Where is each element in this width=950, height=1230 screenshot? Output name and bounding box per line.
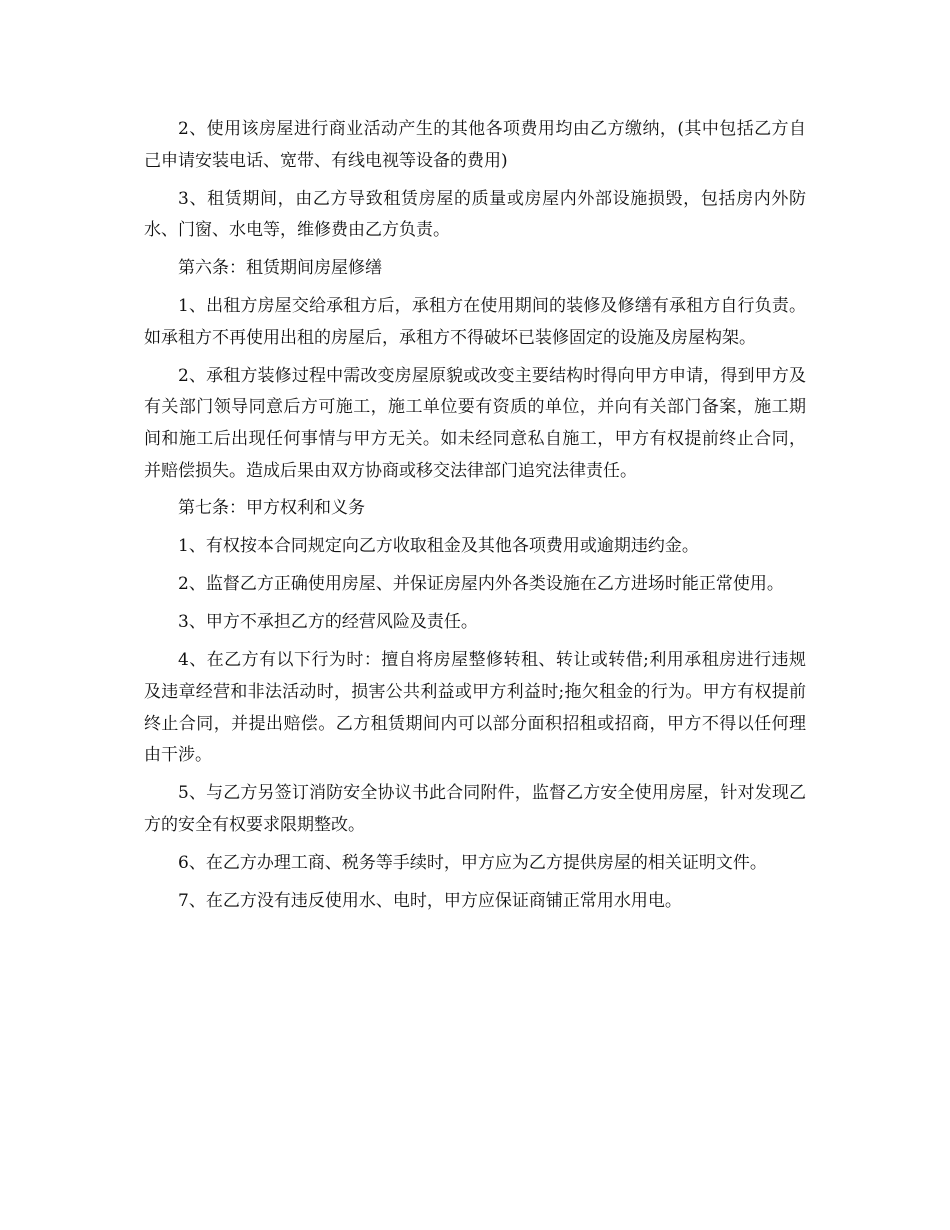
clause-7-item-1: 1、有权按本合同规定向乙方收取租金及其他各项费用或逾期违约金。 xyxy=(178,536,699,557)
clause-7-item-5: 5、与乙方另签订消防安全协议书此合同附件，监督乙方安全使用房屋，针对发现乙方的安全有权要求限期整改。 xyxy=(144,783,806,835)
document-page xyxy=(144,114,806,924)
clause-7-item-3: 3、甲方不承担乙方的经营风险及责任。 xyxy=(178,612,478,633)
clause-7-item-2: 2、监督乙方正确使用房屋、并保证房屋内外各类设施在乙方进场时能正常使用。 xyxy=(178,574,784,595)
clause-5-item-2: 2、使用该房屋进行商业活动产生的其他各项费用均由乙方缴纳，(其中包括乙方自己申请安装电话、宽带、有线电视等设备的费用) xyxy=(144,119,806,171)
clause-7-heading: 第七条：甲方权利和义务 xyxy=(178,498,365,519)
clause-6-heading: 第六条：租赁期间房屋修缮 xyxy=(178,258,382,279)
clause-6-item-2: 2、承租方装修过程中需改变房屋原貌或改变主要结构时得向甲方申请，得到甲方及有关部门领导同意后方可施工，施工单位要有资质的单位，并向有关部门备案，施工期间和施工后出现任何事情与甲方无关。如未经同意私自施工，甲方有权提前终止合同，并赔偿损失。造成后果由双方协商或移交法律部门追究法律责任。 xyxy=(144,365,806,481)
clause-5-item-3: 3、租赁期间，由乙方导致租赁房屋的质量或房屋内外部设施损毁，包括房内外防水、门窗、水电等，维修费由乙方负责。 xyxy=(144,188,806,241)
clause-7-item-4: 4、在乙方有以下行为时：擅自将房屋整修转租、转让或转借;利用承租房进行违规及违章经营和非法活动时，损害公共利益或甲方利益时;拖欠租金的行为。甲方有权提前终止合同，并提出赔偿。乙方租赁期间内可以部分面积招租或招商，甲方不得以任何理由干涉。 xyxy=(144,650,806,766)
clause-6-item-1: 1、出租方房屋交给承租方后，承租方在使用期间的装修及修缮有承租方自行负责。如承租方不再使用出租的房屋后，承租方不得破坏已装修固定的设施及房屋构架。 xyxy=(144,296,806,348)
clause-7-item-7: 7、在乙方没有违反使用水、电时，甲方应保证商铺正常用水用电。 xyxy=(178,890,682,911)
clause-7-item-6: 6、在乙方办理工商、税务等手续时，甲方应为乙方提供房屋的相关证明文件。 xyxy=(178,852,767,873)
